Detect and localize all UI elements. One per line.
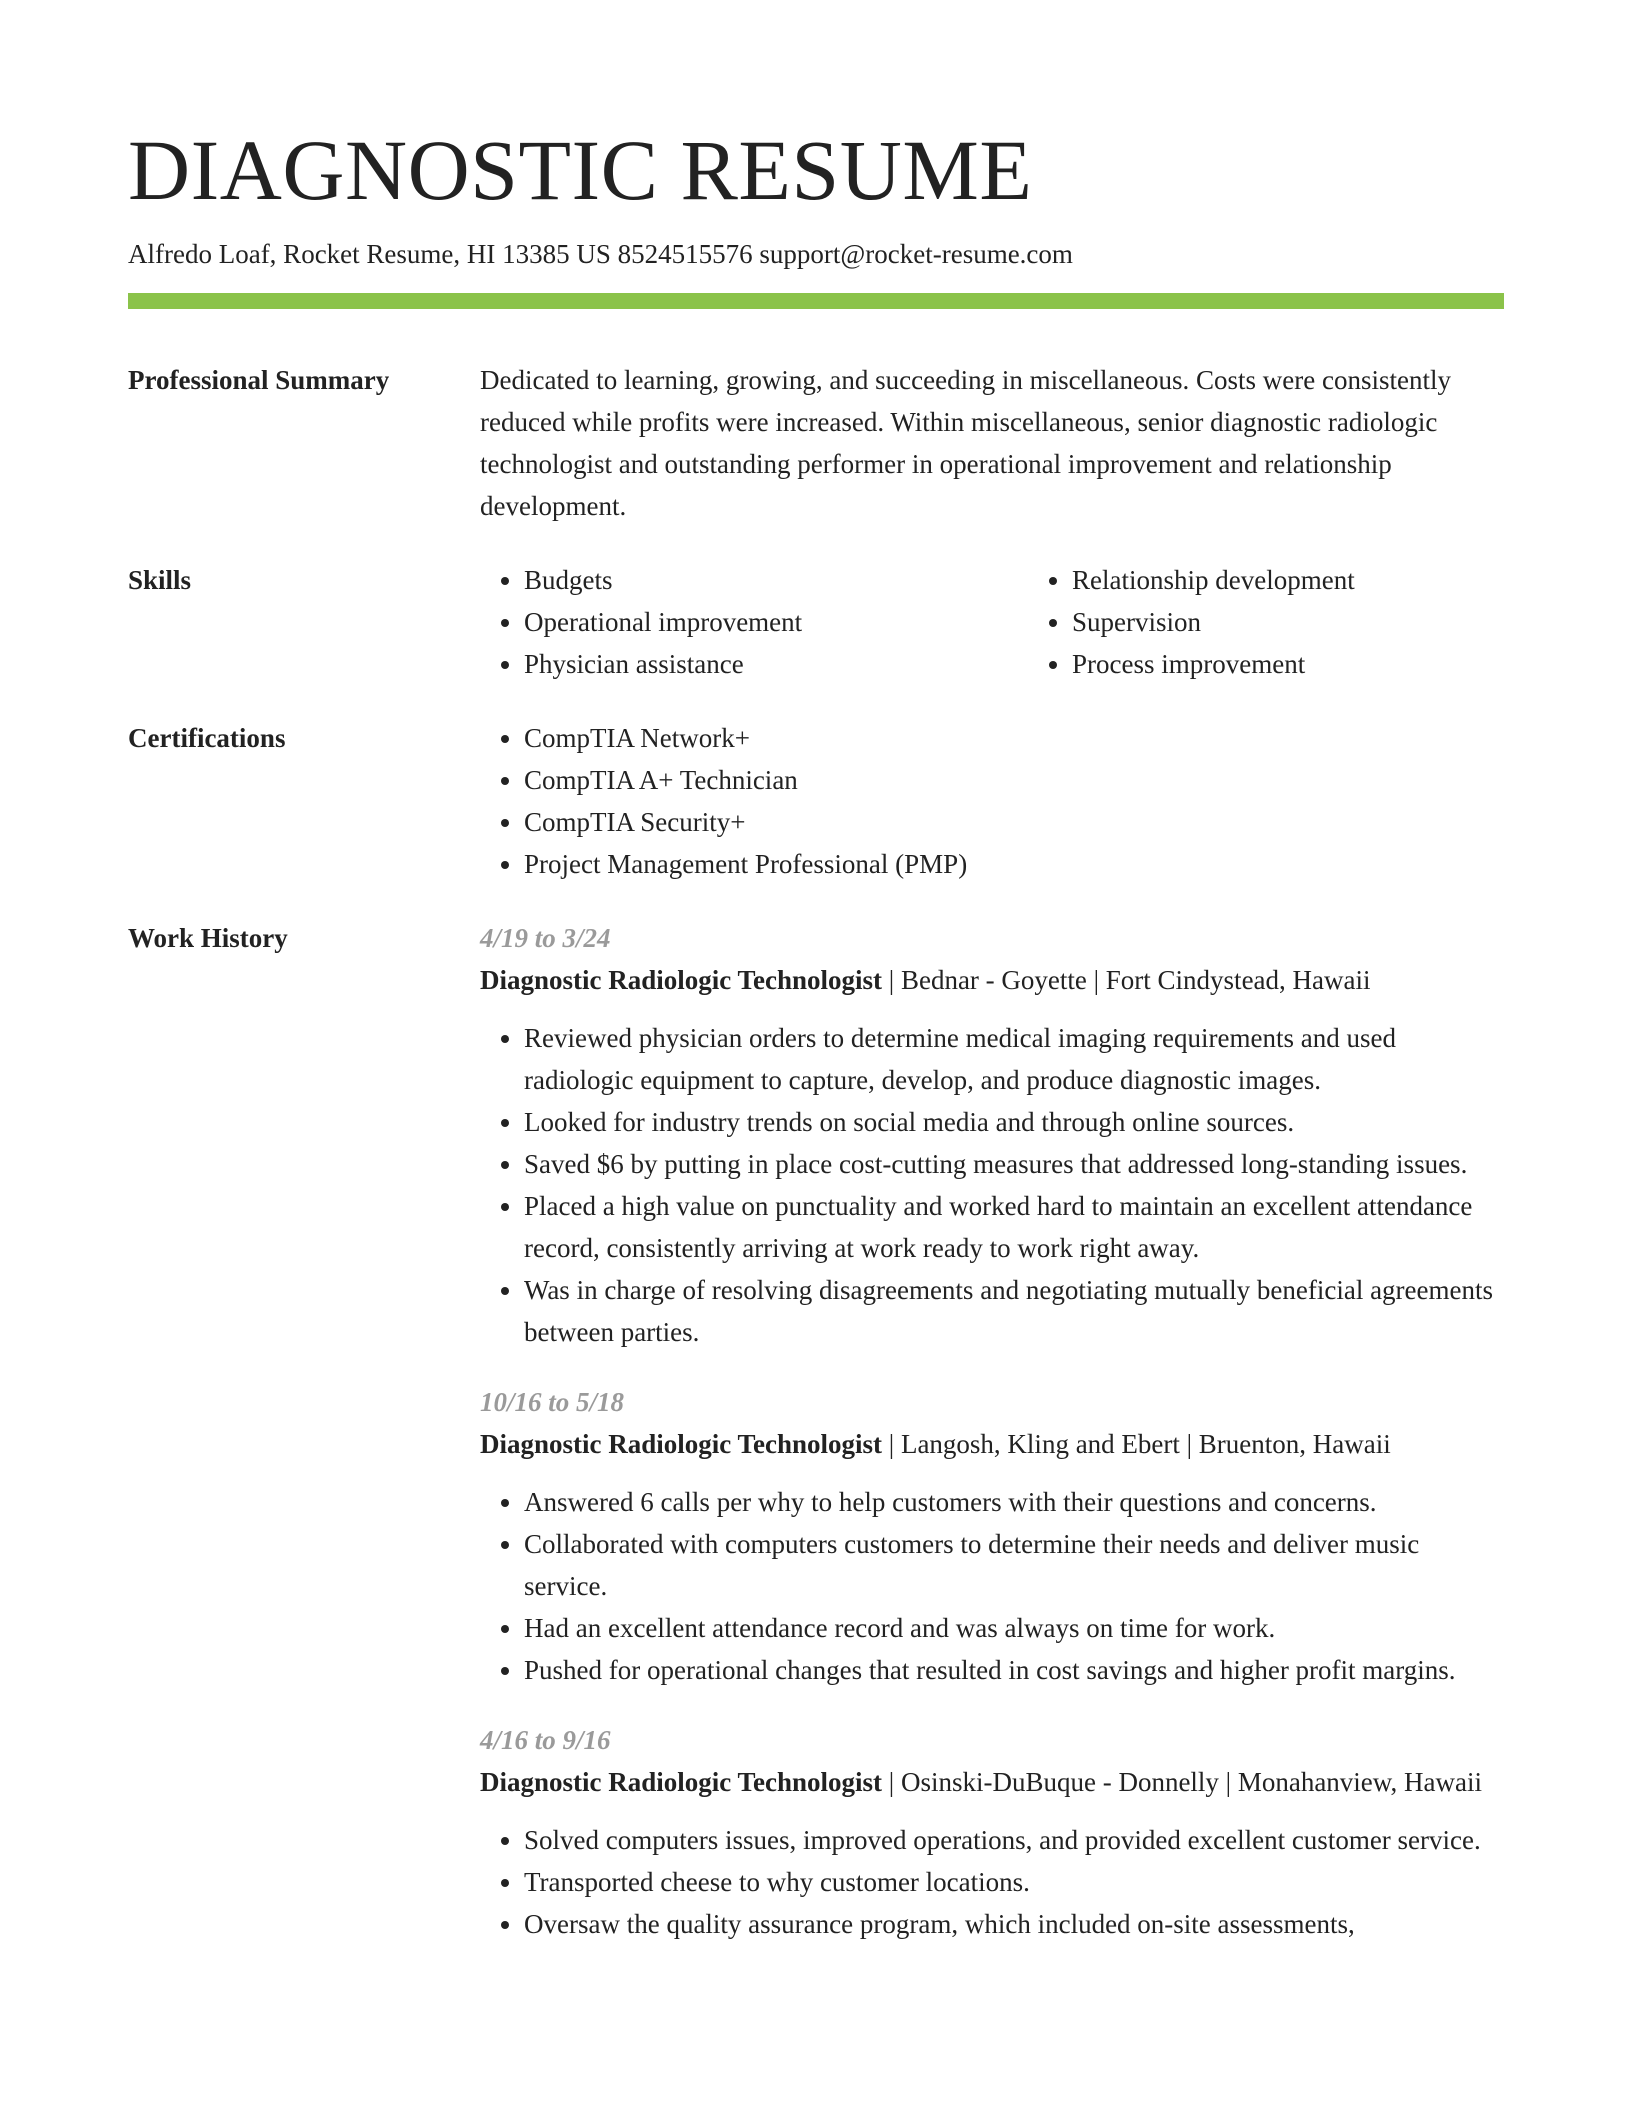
certifications-section — [128, 717, 1504, 885]
job-bullet: • Was in charge of resolving disagreements and negotiating mutually beneficial agreements between parties. — [524, 1269, 1504, 1353]
job-bullet: • Collaborated with computers customers to determine their needs and deliver music service. — [524, 1523, 1504, 1607]
job-bullet: • Saved $6 by putting in place cost-cutting measures that addressed long-standing issues. — [524, 1143, 1504, 1185]
skills-grid — [480, 559, 1504, 685]
summary-text: Dedicated to learning, growing, and succeeding in miscellaneous. Costs were consistently reduced while profits were increased. Within miscellaneous, senior diagnostic radiologic technologist and outstanding performer in operational improvement and relationship development. — [480, 365, 1451, 521]
job-bullet: • Had an excellent attendance record and was always on time for work. — [524, 1607, 1504, 1649]
job-bullet: • Answered 6 calls per why to help customers with their questions and concerns. — [524, 1481, 1504, 1523]
skill-item: • Physician assistance — [524, 643, 1028, 685]
section-label-summary: Professional Summary — [128, 365, 390, 395]
job-heading — [480, 959, 1504, 1001]
job-entry — [480, 917, 1504, 1353]
skill-item: • Supervision — [1072, 601, 1504, 643]
section-label-skills: Skills — [128, 565, 192, 595]
certifications-list — [480, 717, 1504, 885]
job-bullet: • Reviewed physician orders to determine medical imaging requirements and used radiologic equipment to capture, develop, and produce diagnostic images. — [524, 1017, 1504, 1101]
job-employer-location: | Langosh, Kling and Ebert | Bruenton, Hawaii — [882, 1429, 1391, 1459]
job-title: Diagnostic Radiologic Technologist — [480, 965, 883, 995]
certification-item: • CompTIA Network+ — [524, 717, 1504, 759]
job-heading — [480, 1423, 1504, 1465]
job-bullet: • Looked for industry trends on social media and through online sources. — [524, 1101, 1504, 1143]
section-label-work-history: Work History — [128, 923, 288, 953]
work-history-section — [128, 917, 1504, 1945]
resume-page — [128, 0, 1504, 1945]
job-bullet: • Oversaw the quality assurance program, which included on-site assessments, — [524, 1903, 1504, 1945]
skills-column-2 — [1028, 559, 1504, 685]
contact-line: Alfredo Loaf, Rocket Resume, HI 13385 US 8524515576 support@rocket-resume.com — [128, 239, 1073, 269]
job-entry — [480, 1719, 1504, 1945]
summary-section — [128, 359, 1504, 527]
accent-divider — [128, 293, 1504, 309]
skills-column-1 — [480, 559, 1028, 685]
job-heading — [480, 1761, 1504, 1803]
skills-section — [128, 559, 1504, 685]
certification-item: • CompTIA Security+ — [524, 801, 1504, 843]
skill-item: • Operational improvement — [524, 601, 1028, 643]
certifications-body — [480, 717, 1504, 885]
skill-item: • Relationship development — [1072, 559, 1504, 601]
job-employer-location: | Bednar - Goyette | Fort Cindystead, Hawaii — [882, 965, 1371, 995]
job-bullet: • Pushed for operational changes that resulted in cost savings and higher profit margins. — [524, 1649, 1504, 1691]
job-dates: 10/16 to 5/18 — [480, 1387, 625, 1417]
job-bullet: • Transported cheese to why customer locations. — [524, 1861, 1504, 1903]
certification-item: • Project Management Professional (PMP) — [524, 843, 1504, 885]
resume-title: DIAGNOSTIC RESUME — [128, 122, 1033, 218]
skill-item: • Process improvement — [1072, 643, 1504, 685]
work-history-body — [480, 917, 1504, 1945]
job-bullet: • Placed a high value on punctuality and worked hard to maintain an excellent attendance record, consistently arriving at work ready to work right away. — [524, 1185, 1504, 1269]
job-bullet: • Solved computers issues, improved operations, and provided excellent customer service. — [524, 1819, 1504, 1861]
job-employer-location: | Osinski-DuBuque - Donnelly | Monahanview, Hawaii — [882, 1767, 1483, 1797]
job-entry — [480, 1381, 1504, 1691]
certification-item: • CompTIA A+ Technician — [524, 759, 1504, 801]
job-title: Diagnostic Radiologic Technologist — [480, 1767, 883, 1797]
job-bullets — [480, 1017, 1504, 1353]
job-title: Diagnostic Radiologic Technologist — [480, 1429, 883, 1459]
section-label-certifications: Certifications — [128, 723, 286, 753]
job-dates: 4/19 to 3/24 — [480, 923, 611, 953]
job-bullets — [480, 1481, 1504, 1691]
job-bullets — [480, 1819, 1504, 1945]
skill-item: • Budgets — [524, 559, 1028, 601]
job-dates: 4/16 to 9/16 — [480, 1725, 611, 1755]
